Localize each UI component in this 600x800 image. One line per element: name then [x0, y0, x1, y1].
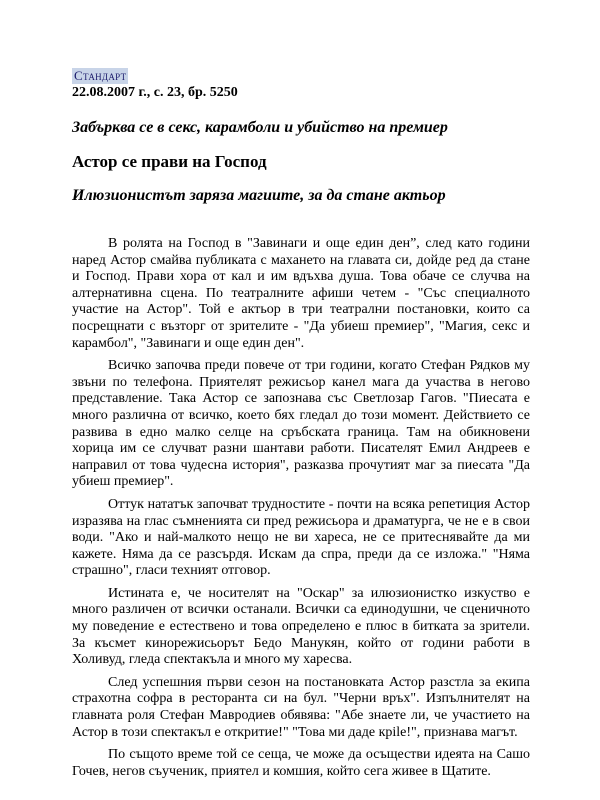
article-subheadline: Илюзионистът заряза магиите, за да стане актьор: [72, 187, 446, 204]
article-kicker: Забърква се в секс, карамболи и убийство на премиер: [72, 119, 448, 136]
article-body: [72, 236, 530, 786]
issue-line: 22.08.2007 г., с. 23, бр. 5250: [72, 85, 238, 100]
article-headline: Астор се прави на Господ: [72, 152, 267, 171]
newspaper-masthead: Стандарт: [74, 68, 127, 83]
paragraph: В ролята на Господ в "Завинаги и още един ден”, след като години наред Астор смайва публиката с махането на главата си, дойде ред да стане и Господ. Прави хора от кал и им вдъхва душа. Това обаче се случва на алтернативна сцена. По театралните афиши четем - "Със специалното участие на Астор". Той е актьор в три театрални постановки, които са посрещнати с възторг от зрителите - "Да убиеш премиер", "Магия, секс и карамбол", "Завинаги и още един ден".: [72, 236, 530, 351]
paragraph: По същото време той се сеща, че може да осъществи идеята на Сашо Гочев, негов съученик, приятел и комшия, който сега живее в Щатите.: [72, 747, 530, 779]
paragraph: След успешния първи сезон на постановката Астор разстла за екипа страхотна софра в ресторанта си на бул. "Черни връх". Изпълнителят на главната роля Стефан Мавродиев обявява: "Абе знаете ли, че участието на Астор в този спектакъл е откритие!" "Това ми даде крile!", признава магът.: [72, 674, 530, 740]
paragraph: Истината е, че носителят на "Оскар" за илюзионисткo изкуство е много различен от всички останали. Всички са единодушни, че сценичното му поведение е естествено и това определено е плюс в битката за зрители. За късмет кинорежисьорът Бедо Манукян, който от години работи в Холивуд, гледа спектакъла и много му харесва.: [72, 585, 530, 668]
paragraph: Оттук нататък започват трудностите - почти на всяка репетиция Астор изразява на глас съмненията си пред режисьора и драматурга, че не е в свои води. "Ако и най-малкото нещо не ви хареса, не се притеснявайте да ми кажете. Няма да се разсърдя. Искам да спра, преди да се изложа." "Няма страшно", гласи техният отговор.: [72, 496, 530, 579]
paragraph: Всичко започва преди повече от три години, когато Стефан Рядков му звъни по телефона. Приятелят режисьор канел мага да участва в негово представление. Така Астор се запознава със Светлозар Гагов. "Пиесата е много различна от всичко, което бях гледал до този момент. Действието се развива в едно малко селце на сръбската граница. Там на обикновени хорица им се случват разни шантави работи. Писателят Емил Андреев е направил от това чудесна история", разказва прочутият маг за пиесата "Да убиеш премиер".: [72, 358, 530, 490]
